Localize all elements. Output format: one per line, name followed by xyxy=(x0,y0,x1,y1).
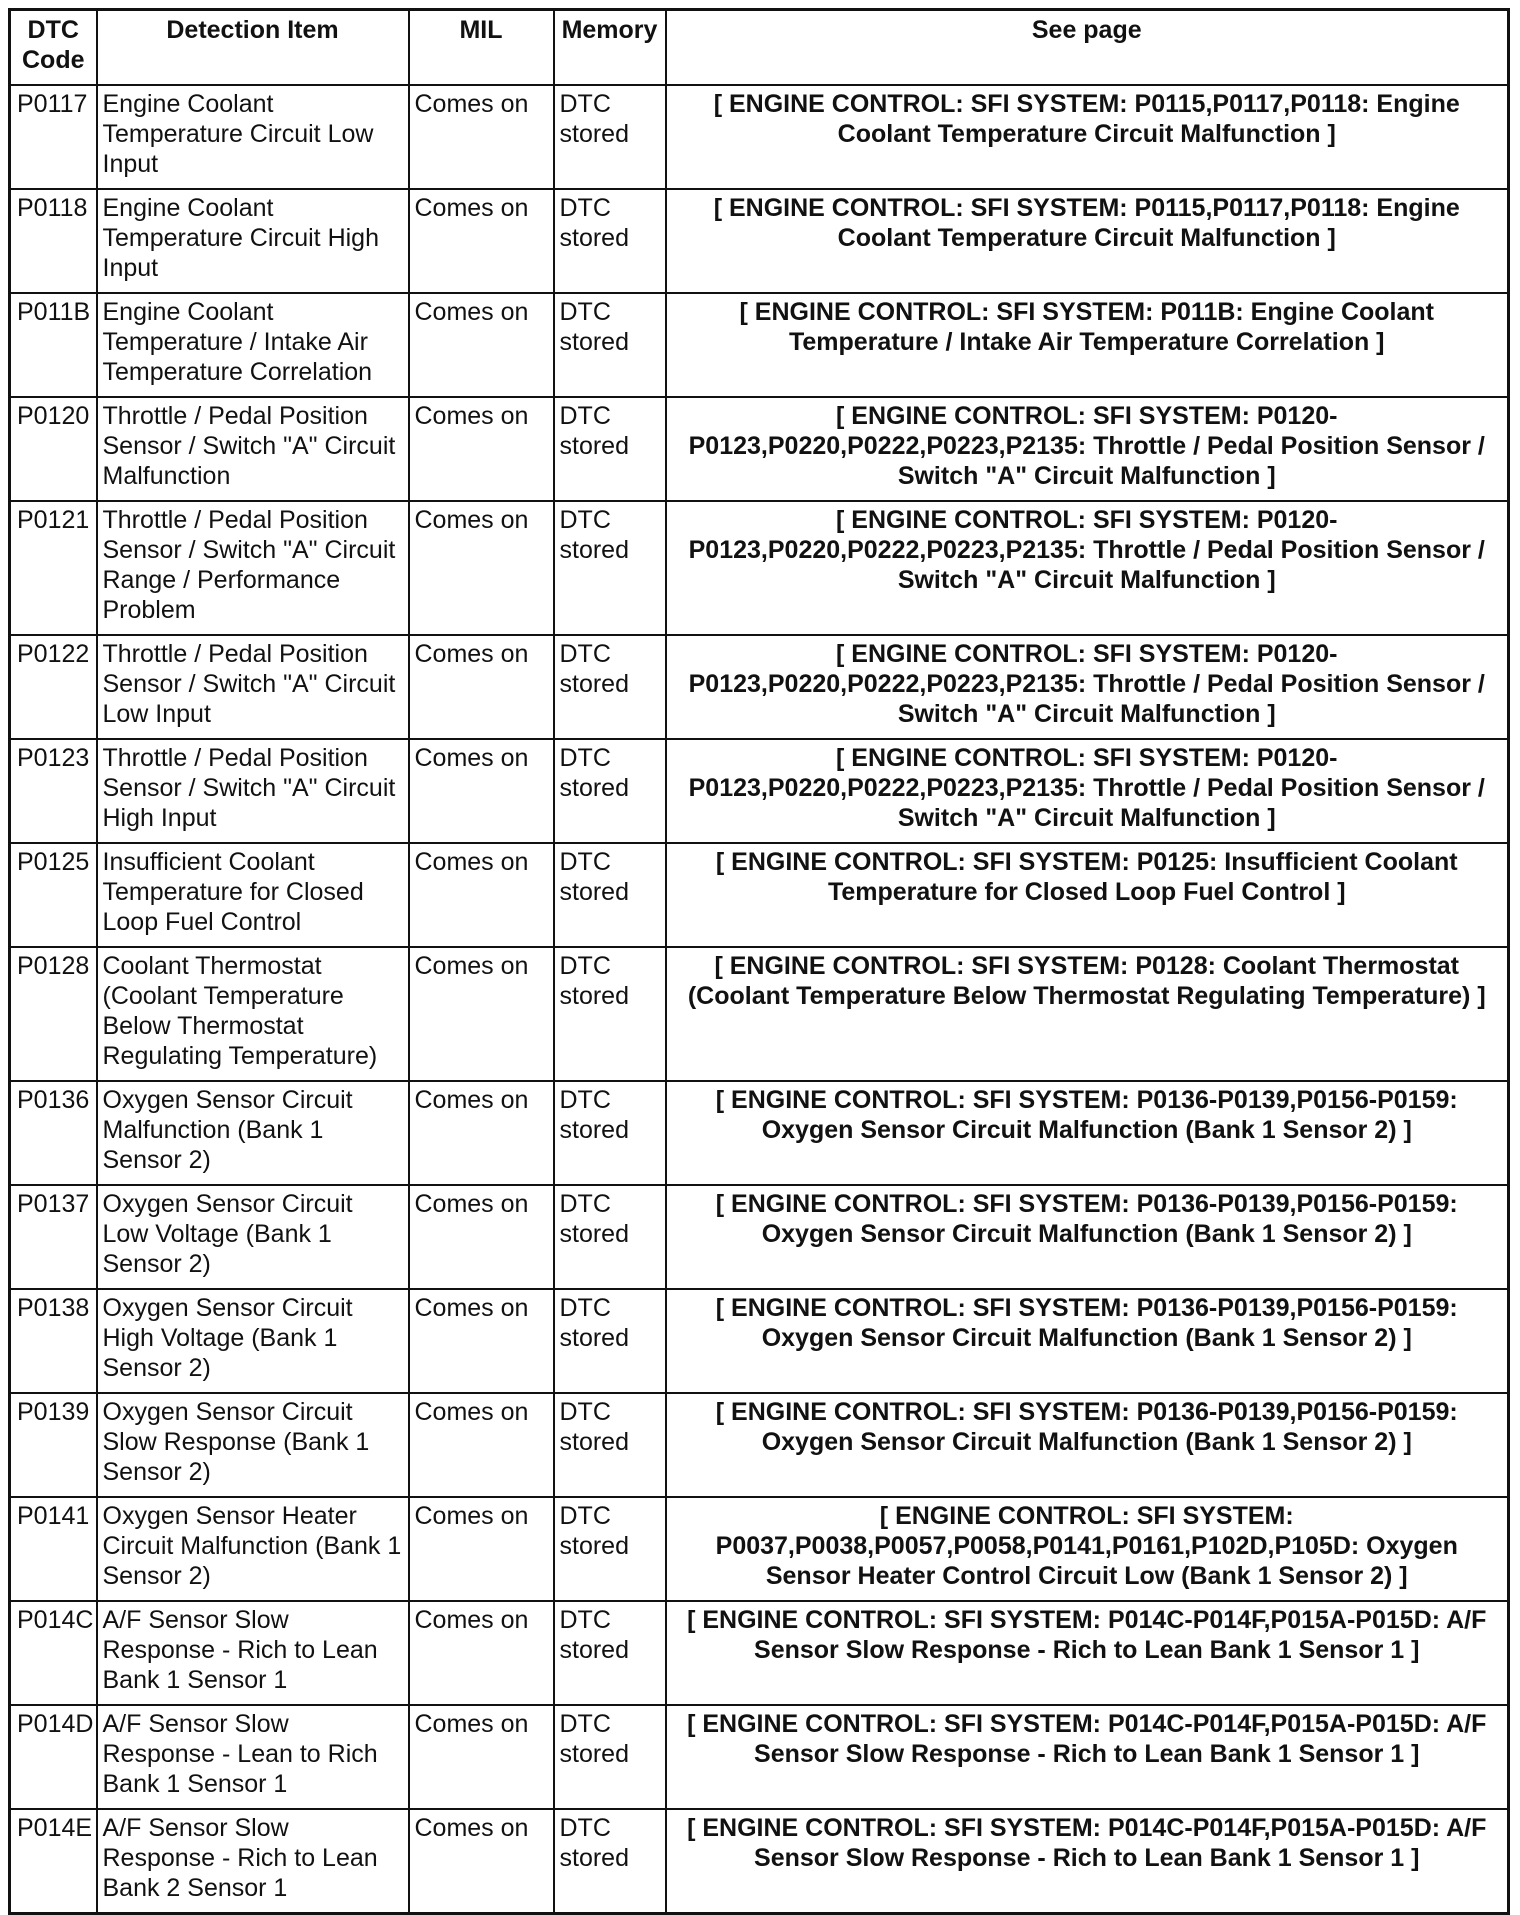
memory-cell: DTC stored xyxy=(554,1185,666,1289)
mil-cell: Comes on xyxy=(409,1081,554,1185)
mil-cell: Comes on xyxy=(409,739,554,843)
see-page-link[interactable]: [ ENGINE CONTROL: SFI SYSTEM: P0115,P0117,P0118: Engine Coolant Temperature Circuit Malfunction ] xyxy=(666,85,1509,189)
table-row xyxy=(10,293,1509,397)
see-page-link[interactable]: [ ENGINE CONTROL: SFI SYSTEM: P0120-P0123,P0220,P0222,P0223,P2135: Throttle / Pedal Position Sensor / Switch "A" Circuit Malfunction ] xyxy=(666,635,1509,739)
memory-cell: DTC stored xyxy=(554,739,666,843)
detection-item-cell: A/F Sensor Slow Response - Lean to Rich Bank 1 Sensor 1 xyxy=(97,1705,409,1809)
table-row xyxy=(10,189,1509,293)
dtc-code-cell: P014E xyxy=(10,1809,97,1914)
memory-cell: DTC stored xyxy=(554,1081,666,1185)
see-page-link[interactable]: [ ENGINE CONTROL: SFI SYSTEM: P014C-P014F,P015A-P015D: A/F Sensor Slow Response - Rich to Lean Bank 1 Sensor 1 ] xyxy=(666,1705,1509,1809)
memory-cell: DTC stored xyxy=(554,843,666,947)
mil-cell: Comes on xyxy=(409,189,554,293)
see-page-link[interactable]: [ ENGINE CONTROL: SFI SYSTEM: P0136-P0139,P0156-P0159: Oxygen Sensor Circuit Malfunction (Bank 1 Sensor 2) ] xyxy=(666,1081,1509,1185)
detection-item-cell: Throttle / Pedal Position Sensor / Switch "A" Circuit Low Input xyxy=(97,635,409,739)
see-page-link[interactable]: [ ENGINE CONTROL: SFI SYSTEM: P0136-P0139,P0156-P0159: Oxygen Sensor Circuit Malfunction (Bank 1 Sensor 2) ] xyxy=(666,1289,1509,1393)
detection-item-cell: Engine Coolant Temperature Circuit High Input xyxy=(97,189,409,293)
table-row xyxy=(10,1601,1509,1705)
header-see-page: See page xyxy=(666,10,1509,86)
see-page-link[interactable]: [ ENGINE CONTROL: SFI SYSTEM: P0136-P0139,P0156-P0159: Oxygen Sensor Circuit Malfunction (Bank 1 Sensor 2) ] xyxy=(666,1185,1509,1289)
dtc-code-cell: P0121 xyxy=(10,501,97,635)
dtc-code-cell: P014D xyxy=(10,1705,97,1809)
header-memory: Memory xyxy=(554,10,666,86)
detection-item-cell: Oxygen Sensor Circuit Low Voltage (Bank 1 Sensor 2) xyxy=(97,1185,409,1289)
mil-cell: Comes on xyxy=(409,1809,554,1914)
memory-cell: DTC stored xyxy=(554,1809,666,1914)
table-row xyxy=(10,947,1509,1081)
memory-cell: DTC stored xyxy=(554,947,666,1081)
see-page-link[interactable]: [ ENGINE CONTROL: SFI SYSTEM: P014C-P014F,P015A-P015D: A/F Sensor Slow Response - Rich to Lean Bank 1 Sensor 1 ] xyxy=(666,1601,1509,1705)
memory-cell: DTC stored xyxy=(554,501,666,635)
memory-cell: DTC stored xyxy=(554,189,666,293)
see-page-link[interactable]: [ ENGINE CONTROL: SFI SYSTEM: P011B: Engine Coolant Temperature / Intake Air Temperature Correlation ] xyxy=(666,293,1509,397)
memory-cell: DTC stored xyxy=(554,1497,666,1601)
mil-cell: Comes on xyxy=(409,947,554,1081)
detection-item-cell: A/F Sensor Slow Response - Rich to Lean Bank 1 Sensor 1 xyxy=(97,1601,409,1705)
mil-cell: Comes on xyxy=(409,501,554,635)
mil-cell: Comes on xyxy=(409,1393,554,1497)
dtc-code-cell: P0141 xyxy=(10,1497,97,1601)
mil-cell: Comes on xyxy=(409,1601,554,1705)
header-dtc-code: DTC Code xyxy=(10,10,97,86)
detection-item-cell: Oxygen Sensor Heater Circuit Malfunction (Bank 1 Sensor 2) xyxy=(97,1497,409,1601)
table-row xyxy=(10,739,1509,843)
dtc-code-cell: P0125 xyxy=(10,843,97,947)
memory-cell: DTC stored xyxy=(554,1289,666,1393)
see-page-link[interactable]: [ ENGINE CONTROL: SFI SYSTEM: P0120-P0123,P0220,P0222,P0223,P2135: Throttle / Pedal Position Sensor / Switch "A" Circuit Malfunction ] xyxy=(666,501,1509,635)
memory-cell: DTC stored xyxy=(554,293,666,397)
table-row xyxy=(10,1393,1509,1497)
dtc-code-cell: P014C xyxy=(10,1601,97,1705)
detection-item-cell: A/F Sensor Slow Response - Rich to Lean Bank 2 Sensor 1 xyxy=(97,1809,409,1914)
mil-cell: Comes on xyxy=(409,397,554,501)
table-header xyxy=(10,10,1509,86)
see-page-link[interactable]: [ ENGINE CONTROL: SFI SYSTEM: P0136-P0139,P0156-P0159: Oxygen Sensor Circuit Malfunction (Bank 1 Sensor 2) ] xyxy=(666,1393,1509,1497)
table-row xyxy=(10,1809,1509,1914)
memory-cell: DTC stored xyxy=(554,1601,666,1705)
dtc-code-cell: P0122 xyxy=(10,635,97,739)
dtc-code-cell: P0117 xyxy=(10,85,97,189)
dtc-code-cell: P011B xyxy=(10,293,97,397)
mil-cell: Comes on xyxy=(409,1185,554,1289)
detection-item-cell: Oxygen Sensor Circuit Malfunction (Bank 1 Sensor 2) xyxy=(97,1081,409,1185)
mil-cell: Comes on xyxy=(409,293,554,397)
detection-item-cell: Oxygen Sensor Circuit Slow Response (Bank 1 Sensor 2) xyxy=(97,1393,409,1497)
detection-item-cell: Throttle / Pedal Position Sensor / Switch "A" Circuit Malfunction xyxy=(97,397,409,501)
dtc-code-cell: P0128 xyxy=(10,947,97,1081)
mil-cell: Comes on xyxy=(409,1497,554,1601)
see-page-link[interactable]: [ ENGINE CONTROL: SFI SYSTEM: P014C-P014F,P015A-P015D: A/F Sensor Slow Response - Rich to Lean Bank 1 Sensor 1 ] xyxy=(666,1809,1509,1914)
see-page-link[interactable]: [ ENGINE CONTROL: SFI SYSTEM: P0120-P0123,P0220,P0222,P0223,P2135: Throttle / Pedal Position Sensor / Switch "A" Circuit Malfunction ] xyxy=(666,739,1509,843)
dtc-code-cell: P0123 xyxy=(10,739,97,843)
table-row xyxy=(10,1081,1509,1185)
detection-item-cell: Coolant Thermostat (Coolant Temperature Below Thermostat Regulating Temperature) xyxy=(97,947,409,1081)
dtc-code-cell: P0138 xyxy=(10,1289,97,1393)
table-row xyxy=(10,1185,1509,1289)
dtc-code-cell: P0139 xyxy=(10,1393,97,1497)
mil-cell: Comes on xyxy=(409,1705,554,1809)
see-page-link[interactable]: [ ENGINE CONTROL: SFI SYSTEM: P0037,P0038,P0057,P0058,P0141,P0161,P102D,P105D: Oxygen Sensor Heater Control Circuit Low (Bank 1 Sensor 2) ] xyxy=(666,1497,1509,1601)
mil-cell: Comes on xyxy=(409,843,554,947)
dtc-table xyxy=(8,8,1510,1915)
header-row xyxy=(10,10,1509,86)
memory-cell: DTC stored xyxy=(554,397,666,501)
see-page-link[interactable]: [ ENGINE CONTROL: SFI SYSTEM: P0115,P0117,P0118: Engine Coolant Temperature Circuit Malfunction ] xyxy=(666,189,1509,293)
memory-cell: DTC stored xyxy=(554,635,666,739)
see-page-link[interactable]: [ ENGINE CONTROL: SFI SYSTEM: P0125: Insufficient Coolant Temperature for Closed Loop Fuel Control ] xyxy=(666,843,1509,947)
memory-cell: DTC stored xyxy=(554,1705,666,1809)
detection-item-cell: Throttle / Pedal Position Sensor / Switch "A" Circuit High Input xyxy=(97,739,409,843)
detection-item-cell: Throttle / Pedal Position Sensor / Switch "A" Circuit Range / Performance Problem xyxy=(97,501,409,635)
dtc-code-cell: P0120 xyxy=(10,397,97,501)
detection-item-cell: Oxygen Sensor Circuit High Voltage (Bank 1 Sensor 2) xyxy=(97,1289,409,1393)
table-row xyxy=(10,843,1509,947)
table-row xyxy=(10,1497,1509,1601)
table-row xyxy=(10,1705,1509,1809)
detection-item-cell: Insufficient Coolant Temperature for Closed Loop Fuel Control xyxy=(97,843,409,947)
mil-cell: Comes on xyxy=(409,635,554,739)
dtc-code-cell: P0136 xyxy=(10,1081,97,1185)
table-row xyxy=(10,85,1509,189)
header-detection-item: Detection Item xyxy=(97,10,409,86)
see-page-link[interactable]: [ ENGINE CONTROL: SFI SYSTEM: P0120-P0123,P0220,P0222,P0223,P2135: Throttle / Pedal Position Sensor / Switch "A" Circuit Malfunction ] xyxy=(666,397,1509,501)
see-page-link[interactable]: [ ENGINE CONTROL: SFI SYSTEM: P0128: Coolant Thermostat (Coolant Temperature Below Thermostat Regulating Temperature) ] xyxy=(666,947,1509,1081)
table-row xyxy=(10,635,1509,739)
dtc-code-cell: P0137 xyxy=(10,1185,97,1289)
table-row xyxy=(10,1289,1509,1393)
table-body xyxy=(10,85,1509,1914)
mil-cell: Comes on xyxy=(409,85,554,189)
detection-item-cell: Engine Coolant Temperature Circuit Low Input xyxy=(97,85,409,189)
mil-cell: Comes on xyxy=(409,1289,554,1393)
header-mil: MIL xyxy=(409,10,554,86)
memory-cell: DTC stored xyxy=(554,85,666,189)
table-row xyxy=(10,501,1509,635)
memory-cell: DTC stored xyxy=(554,1393,666,1497)
table-row xyxy=(10,397,1509,501)
dtc-code-cell: P0118 xyxy=(10,189,97,293)
detection-item-cell: Engine Coolant Temperature / Intake Air Temperature Correlation xyxy=(97,293,409,397)
